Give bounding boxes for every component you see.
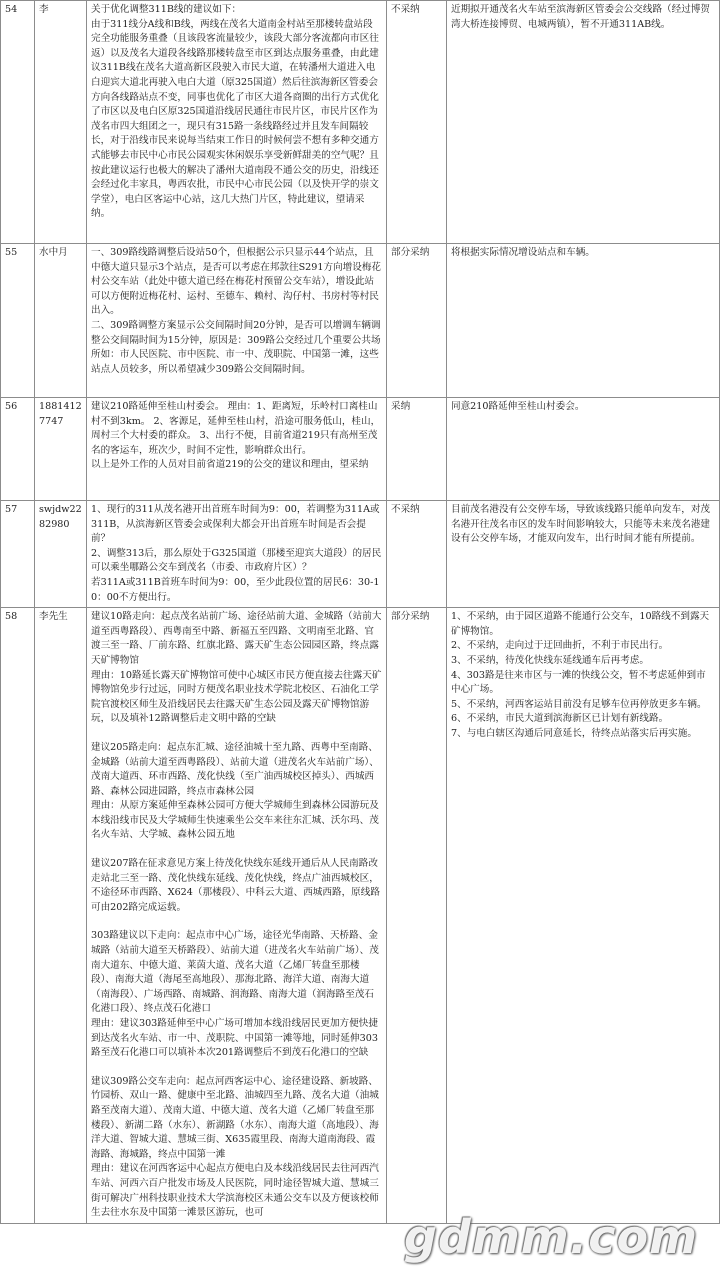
suggestion-content: [87, 1, 387, 244]
suggestion-content: [87, 608, 387, 1224]
suggestion-paragraph: 一、309路线路调整后设站50个，但根据公示只显示44个站点，且中德大道只显示3个站点，是否可以考虑在邦款往S291方向增设梅花村公交车站（此处中德大道已经在梅花村预留公交车站），增设此站可以方便附近梅花村、运村、至德车、赖村、沟仔村、书房村等村民出入。 二、309路调整方案显示公交间隔时间20分钟，是否可以增调车辆调整公交间隔时间为15分钟，原因是：309路公交经过几个重要公共场所如：市人民医院、市中医院、市一中、茂职院、中国第一滩，这些站点人员较多，所以希望减少309路公交间隔时间。: [91, 247, 382, 375]
suggestion-paragraph: 关于优化调整311B线的建议如下： 由于311线分A线和B线，两线在茂名大道南金村站至那楼转盘站段完全功能服务重叠（且该段客流量较少，该段大部分客流都向市区往返）以及茂名大道段各线路那楼转盘至市区到达点服务重叠，由此建议311B线在茂名大道高新区段驶入市民大道，在转潘州大道进入电白迎宾大道北再驶入电白大道（原325国道）然后往滨海新区管委会方向各线路站点不变，同事也优化了市区大道各商圈的出行方式优化了市区以及电白区原325国道沿线居民通往市民片区，市民片区作为茂名市四大组团之一，现只有315路一条线路经过并且发车间隔较长，对于沿线市民来说每当结束工作日的时候何尝不想有多种交通方式能够去市民中心市民公园观实休闲娱乐享受新鲜甜美的空气呢？且按此建议运行也极大的解决了潘州大道南段不通公交的历史，沿线还会经过化丰家具，粤西农批，市民中心市民公园（以及快开学的崇文学堂），电白区客运中心站，这几大热门片区，特此建议，望请采纳。: [91, 4, 379, 220]
reply-paragraph: 1、不采纳，由于园区道路不能通行公交车，10路线不到露天矿博物馆。 2、不采纳，走向过于迂回曲折，不利于市民出行。 3、不采纳，待茂化快线东延线通车后再考虑。 4、303路是往来市区与一滩的快线公交，暂不考虑延伸到市中心广场。 5、不采纳，河西客运站目前没有足够车位再停放更多车辆。 6、不采纳，市民大道到滨海新区已计划有新线路。 7、与电白辖区沟通后同意延长，待终点站落实后再实施。: [451, 611, 710, 739]
suggestion-paragraph: 建议207路在征求意见方案上待茂化快线东延线开通后从人民南路改走站北三至一路、茂化快线东延线、茂化快线，终点广油西城校区，不途径环市西路、X624（那楼段）、中科云大道、西城西路，原线路可由202路完成运载。: [91, 858, 380, 913]
site-watermark: gdmm.com: [404, 1210, 698, 1264]
row-number: 55: [1, 244, 35, 398]
suggestion-content: [87, 501, 387, 608]
suggestion-paragraph: 建议205路走向：起点东汇城、途径油城十至九路、西粤中至南路、金城路（站前大道至西粤路段）、站前大道（进茂名火车站前广场）、茂南大道西、环市西路、茂化快线（至广油西城校区掉头）、西城西路、森林公园进园路，终点市森林公园 理由：从原方案延伸至森林公园可方便大学城师生到森林公园游玩及本线沿线市民及大学城师生快速乘坐公交车来往东汇城、沃尔玛、茂名火车站、大学城、森林公园五地: [91, 741, 379, 841]
suggestion-paragraph: 建议309路公交车走向：起点河西客运中心、途径建设路、新坡路、竹园桥、双山一路、健康中至北路、油城四至九路、茂名大道（油城路至茂南大道）、茂南大道、中德大道、茂名大道（乙烯厂转盘至那楼段）、新湖二路（水东）、新湖路（水东）、南海大道（高地段）、海洋大道、智城大道、慧城三街、X635霞里段、南海大道南海段、霞海路、海城路，终点中国第一滩 理由：建议在河西客运中心起点方便电白及本线沿线居民去往河西汽车站、河西六百户批发市场及人民医院，同时途径智城大道、慧城三街可解决广州科技职业技术大学滨海校区未通公交车以及方便该校师生去往水东及中国第一滩景区游玩，也可: [91, 1075, 379, 1219]
reply-paragraph: 将根据实际情况增设站点和车辆。: [451, 247, 595, 258]
table-row: [1, 244, 720, 398]
suggestion-content: [87, 398, 387, 501]
reply-paragraph: 目前茂名港没有公交停车场，导致该线路只能单向发车，对茂名港开往茂名市区的发车时间影响较大，只能等未来茂名港建设有公交停车场，才能双向发车，出行时间才能有所提前。: [451, 504, 711, 545]
suggestion-paragraph: 建议10路走向：起点茂名站前广场、途径站前大道、金城路（站前大道至西粤路段）、西粤南至中路、新福五至四路、文明南至北路、官渡三至一路、厂前东路、红旗北路、露天矿生态公园园区路，终点露天矿博物馆 理由：10路延长露天矿博物馆可使中心城区市民方便直接去往露天矿博物馆免步行过远，同时方便茂名职业技术学院北校区、石油化工学院官渡校区师生及沿线居民去往露天矿生态公园及露天矿博物馆游玩，以及填补12路调整后走文明中路的空缺: [91, 611, 382, 725]
row-number: 54: [1, 1, 35, 244]
reply-content: [447, 1, 720, 244]
reply-content: [447, 608, 720, 1224]
submitter-name: 李: [35, 1, 87, 244]
row-number: 57: [1, 501, 35, 608]
reply-content: [447, 244, 720, 398]
reply-content: [447, 501, 720, 608]
adoption-result: 不采纳: [387, 1, 447, 244]
suggestion-paragraph: 303路建议以下走向：起点市中心广场，途径光华南路、天桥路、金城路（站前大道至天桥路段）、站前大道（进茂名火车站前广场）、茂南大道东、中德大道、莱茵大道、茂名大道（乙烯厂转盘至那楼段）、南海大道（海尾至高地段）、那海北路、海洋大道、南海大道（南海段）、广场西路、南城路、润海路、南海大道（润海路至茂石化港口段）、终点茂石化港口 理由：建议303路延伸至中心广场可增加本线沿线居民更加方便快捷到达茂名火车站、市一中、茂职院、中国第一滩等地，同时延伸303路至茂石化港口可以填补本次201路调整后不到茂石化港口的空缺: [91, 930, 379, 1059]
submitter-name: 水中月: [35, 244, 87, 398]
reply-paragraph: 近期拟开通茂名火车站至滨海新区管委会公交线路（经过博贺湾大桥连接博贸、电城两镇），暂不开通311AB线。: [451, 4, 711, 30]
submitter-name: 18814127747: [35, 398, 87, 501]
table-row: [1, 1, 720, 244]
reply-content: [447, 398, 720, 501]
suggestion-content: [87, 244, 387, 398]
row-number: 58: [1, 608, 35, 1224]
adoption-result: 部分采纳: [387, 608, 447, 1224]
adoption-result: 不采纳: [387, 501, 447, 608]
table-row: [1, 398, 720, 501]
adoption-result: 部分采纳: [387, 244, 447, 398]
submitter-name: swjdw2282980: [35, 501, 87, 608]
suggestion-paragraph: 1、现行的311从茂名港开出首班车时间为9：00，若调整为311A或311B，从滨海新区管委会或保利大都会开出首班车时间是否会提前？ 2、调整313后，那么原处于G325国道（那楼至迎宾大道段）的居民可以乘坐哪路公交车到茂名（市委、市政府片区）？ 若311A或311B首班车时间为9：00，至少此段位置的居民6：30-10：00不方便出行。: [91, 504, 382, 603]
table-row: [1, 608, 720, 1224]
suggestion-paragraph: 建议210路延伸至桂山村委会。 理由：1、距离短，乐岭村口离桂山村不到3km。 2、客源足，延伸至桂山村，沿途可服务低山，桂山，周村三个大村委的群众。 3、出行不便，目前省道219只有高州至茂名的客运车，班次少，时间不定性，影响群众出行。 以上是外工作的人员对目前省道219的公交的建议和理由，望采纳: [91, 401, 381, 471]
table-row: [1, 501, 720, 608]
reply-paragraph: 同意210路延伸至桂山村委会。: [451, 401, 585, 412]
submitter-name: 李先生: [35, 608, 87, 1224]
adoption-result: 采纳: [387, 398, 447, 501]
row-number: 56: [1, 398, 35, 501]
